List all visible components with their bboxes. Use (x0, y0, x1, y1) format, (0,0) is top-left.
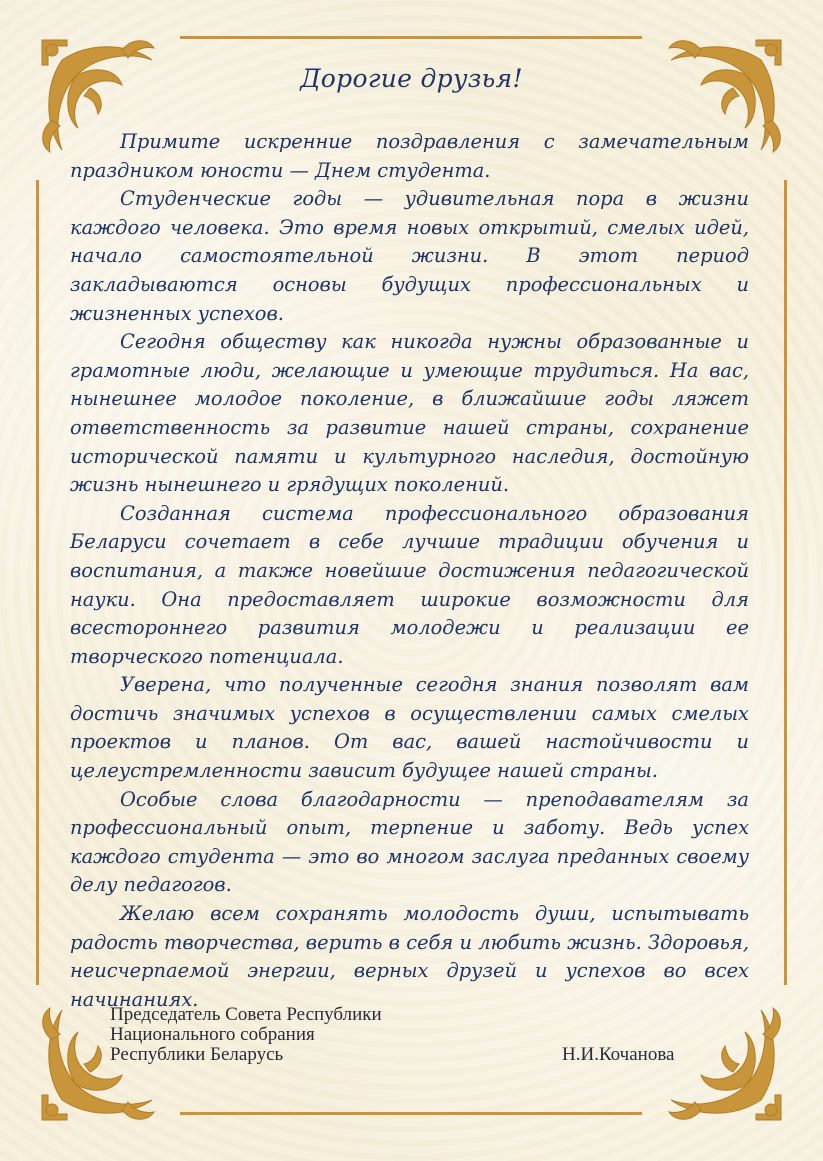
signature-position-line: Председатель Совета Республики (110, 1004, 382, 1025)
letter-greeting-title: Дорогие друзья! (300, 64, 523, 93)
letter-paragraph: Сегодня обществу как никогда нужны образованные и грамотные люди, желающие и умеющие трудиться. На вас, нынешнее молодое поколение, в ближайшие годы ляжет ответственность за развитие нашей страны, сохранение исторической памяти и культурного наследия, достойную жизнь нынешнего и грядущих поколений. (70, 330, 749, 497)
letter-paragraph: Особые слова благодарности — преподавателям за профессиональный опыт, терпение и заботу. Ведь успех каждого студента — это во многом заслуга преданных своему делу педагогов. (70, 787, 749, 897)
letter-body (70, 128, 749, 1014)
letter-paragraph: Созданная система профессионального образования Беларуси сочетает в себе лучшие традиции обучения и воспитания, а также новейшие достижения педагогической науки. Она предоставляет широкие возможности для всестороннего развития молодежи и реализации ее творческого потенциала. (70, 501, 749, 668)
letter-paragraph: Примите искренние поздравления с замечательным праздником юности — Днем студента. (70, 130, 749, 182)
signature-position-line: Республики Беларусь (110, 1044, 284, 1065)
frame-bottom-line (180, 1112, 642, 1115)
letter-paragraph: Студенческие годы — удивительная пора в жизни каждого человека. Это время новых открытий, смелых идей, начало самостоятельной жизни. В этот период закладываются основы будущих профессиональных и жизненных успехов. (70, 187, 749, 325)
frame-top-line (180, 36, 642, 39)
frame-right-line (784, 180, 787, 985)
signature-position-line: Национального собрания (110, 1024, 315, 1045)
letter-paragraph: Желаю всем сохранять молодость души, испытывать радость творчества, верить в себя и любить жизнь. Здоровья, неисчерпаемой энергии, верных друзей и успехов во всех начинаниях. (70, 902, 749, 1011)
signature-position (110, 1005, 382, 1065)
frame-left-line (36, 180, 39, 985)
letter-paragraph: Уверена, что полученные сегодня знания позволят вам достичь значимых успехов в осуществлении самых смелых проектов и планов. От вас, вашей настойчивости и целеустремленности зависит будущее нашей страны. (70, 673, 749, 783)
signature-name: Н.И.Кочанова (562, 1044, 675, 1065)
